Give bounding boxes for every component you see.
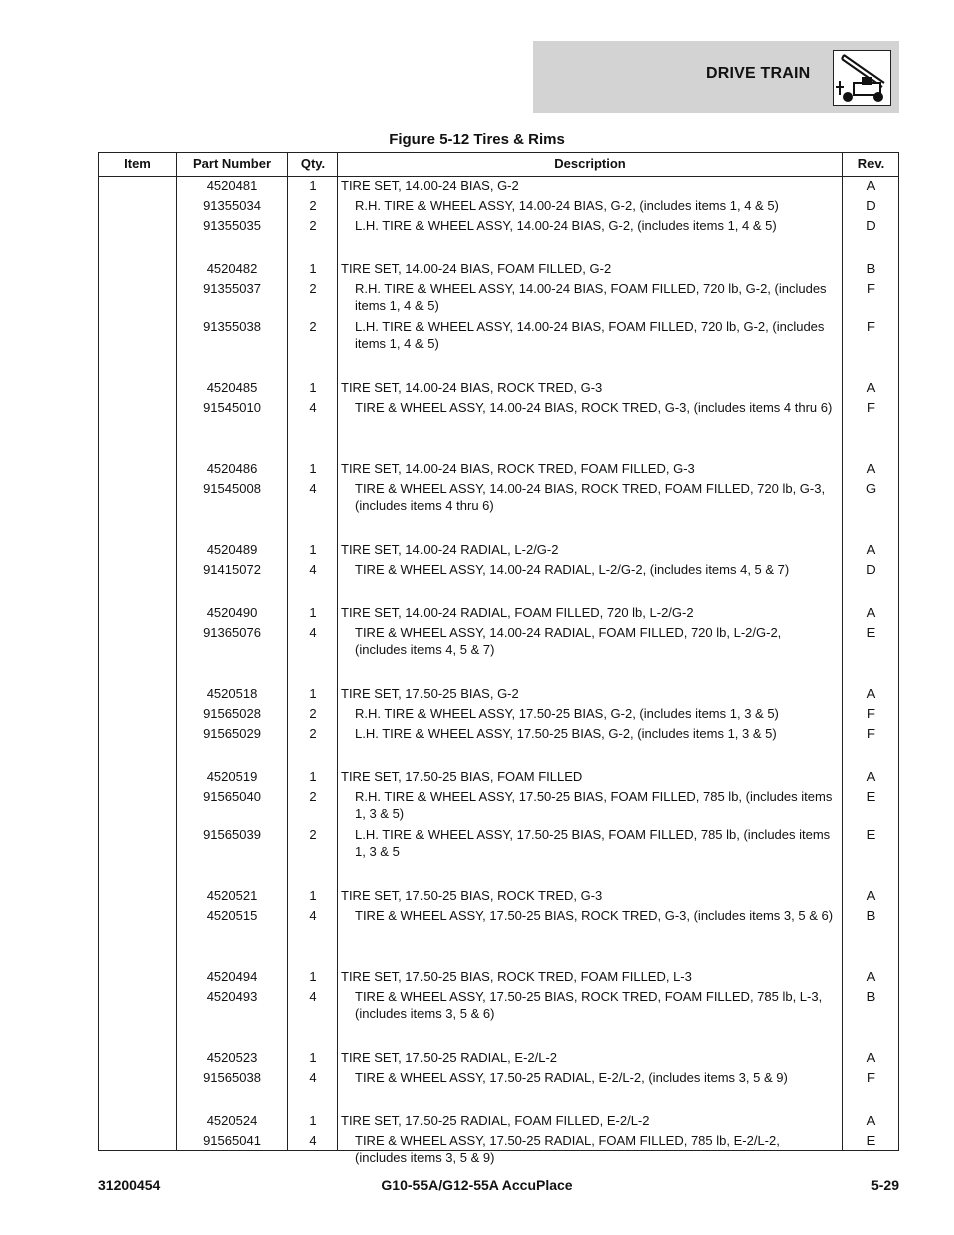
header-part-number: Part Number: [192, 156, 272, 171]
qty-cell: 4: [309, 400, 317, 415]
description-cell: TIRE & WHEEL ASSY, 14.00-24 RADIAL, FOAM FILLED, 720 lb, L-2/G-2, (includes items 4, 5 & 7): [355, 625, 782, 657]
rev-cell: F: [867, 400, 875, 415]
section-title: DRIVE TRAIN: [706, 65, 811, 82]
qty-cell: 1: [309, 769, 317, 784]
table-row: [99, 685, 898, 705]
table-row: [99, 968, 898, 988]
qty-cell: 2: [309, 726, 317, 741]
rev-cell: B: [866, 989, 876, 1004]
rev-cell: B: [866, 261, 876, 276]
table-row: [99, 826, 898, 864]
rev-cell: A: [866, 1113, 876, 1128]
qty-cell: 2: [309, 281, 317, 296]
table-row: [99, 460, 898, 480]
table-row: [99, 788, 898, 826]
part-number-cell: 4520485: [206, 380, 258, 395]
part-number-cell: 4520489: [206, 542, 258, 557]
description-cell: TIRE & WHEEL ASSY, 14.00-24 BIAS, ROCK TRED, G-3, (includes items 4 thru 6): [355, 400, 833, 415]
qty-cell: 2: [309, 218, 317, 233]
rev-cell: A: [866, 178, 876, 193]
part-number-cell: 91565040: [203, 789, 261, 804]
rev-cell: A: [866, 888, 876, 903]
rev-cell: A: [866, 686, 876, 701]
description-cell: TIRE SET, 14.00-24 RADIAL, FOAM FILLED, 720 lb, L-2/G-2: [341, 605, 694, 620]
table-row: [99, 280, 898, 318]
qty-cell: 4: [309, 1070, 317, 1085]
spacer-row: [99, 1089, 898, 1112]
qty-cell: 2: [309, 319, 317, 334]
part-number-cell: 4520515: [206, 908, 258, 923]
description-cell: TIRE & WHEEL ASSY, 14.00-24 RADIAL, L-2/G-2, (includes items 4, 5 & 7): [355, 562, 790, 577]
rev-cell: E: [866, 789, 876, 804]
qty-cell: 4: [309, 625, 317, 640]
header-description: Description: [554, 156, 626, 171]
telehandler-icon: [833, 50, 891, 106]
header-qty: Qty.: [300, 156, 326, 171]
part-number-cell: 91545008: [203, 481, 261, 496]
rev-cell: E: [866, 625, 876, 640]
part-number-cell: 91565029: [203, 726, 261, 741]
qty-cell: 1: [309, 1050, 317, 1065]
description-cell: TIRE SET, 14.00-24 BIAS, ROCK TRED, G-3: [341, 380, 603, 395]
description-cell: TIRE & WHEEL ASSY, 14.00-24 BIAS, ROCK TRED, FOAM FILLED, 720 lb, G-3, (includes items 4 thru 6): [355, 481, 826, 513]
description-cell: TIRE SET, 14.00-24 BIAS, ROCK TRED, FOAM FILLED, G-3: [341, 461, 695, 476]
description-cell: L.H. TIRE & WHEEL ASSY, 14.00-24 BIAS, FOAM FILLED, 720 lb, G-2, (includes items 1, 4 & 5): [355, 319, 825, 351]
spacer-row: [99, 518, 898, 541]
description-cell: TIRE SET, 17.50-25 BIAS, FOAM FILLED: [341, 769, 583, 784]
description-cell: L.H. TIRE & WHEEL ASSY, 17.50-25 BIAS, G-2, (includes items 1, 3 & 5): [355, 726, 777, 741]
description-cell: TIRE & WHEEL ASSY, 17.50-25 BIAS, ROCK TRED, G-3, (includes items 3, 5 & 6): [355, 908, 834, 923]
page-number: 5-29: [870, 1177, 899, 1193]
table-row: [99, 988, 898, 1026]
description-cell: TIRE SET, 17.50-25 BIAS, ROCK TRED, G-3: [341, 888, 603, 903]
table-row: [99, 379, 898, 399]
rev-cell: F: [867, 281, 875, 296]
description-cell: TIRE SET, 17.50-25 RADIAL, FOAM FILLED, E-2/L-2: [341, 1113, 650, 1128]
table-row: [99, 604, 898, 624]
qty-cell: 1: [309, 686, 317, 701]
table-row: [99, 1132, 898, 1170]
part-number-cell: 91355037: [203, 281, 261, 296]
table-row: [99, 907, 898, 945]
spacer-row: [99, 864, 898, 887]
description-cell: TIRE & WHEEL ASSY, 17.50-25 RADIAL, E-2/L-2, (includes items 3, 5 & 9): [355, 1070, 788, 1085]
description-cell: R.H. TIRE & WHEEL ASSY, 14.00-24 BIAS, G-2, (includes items 1, 4 & 5): [355, 198, 779, 213]
qty-cell: 1: [309, 178, 317, 193]
spacer-row: [99, 745, 898, 768]
rev-cell: A: [866, 769, 876, 784]
table-row: [99, 1049, 898, 1069]
model-name: G10-55A/G12-55A AccuPlace: [381, 1177, 573, 1193]
table-row: [99, 217, 898, 237]
spacer-row: [99, 662, 898, 685]
table-row: [99, 399, 898, 437]
spacer-row: [99, 356, 898, 379]
description-cell: TIRE SET, 14.00-24 BIAS, FOAM FILLED, G-2: [341, 261, 612, 276]
table-row: [99, 1112, 898, 1132]
spacer-row: [99, 237, 898, 260]
part-number-cell: 91565038: [203, 1070, 261, 1085]
qty-cell: 4: [309, 908, 317, 923]
table-row: [99, 318, 898, 356]
rev-cell: E: [866, 827, 876, 842]
description-cell: L.H. TIRE & WHEEL ASSY, 14.00-24 BIAS, G-2, (includes items 1, 4 & 5): [355, 218, 777, 233]
part-number-cell: 91355038: [203, 319, 261, 334]
table-row: [99, 887, 898, 907]
rev-cell: D: [866, 198, 876, 213]
rev-cell: A: [866, 605, 876, 620]
table-header: [99, 153, 898, 177]
qty-cell: 2: [309, 706, 317, 721]
part-number-cell: 91415072: [203, 562, 261, 577]
part-number-cell: 4520481: [206, 178, 258, 193]
description-cell: TIRE SET, 14.00-24 RADIAL, L-2/G-2: [341, 542, 559, 557]
table-row: [99, 197, 898, 217]
qty-cell: 2: [309, 827, 317, 842]
description-cell: TIRE SET, 17.50-25 BIAS, ROCK TRED, FOAM FILLED, L-3: [341, 969, 692, 984]
part-number-cell: 4520494: [206, 969, 258, 984]
table-row: [99, 260, 898, 280]
rev-cell: D: [866, 562, 876, 577]
qty-cell: 4: [309, 1133, 317, 1148]
table-row: [99, 725, 898, 745]
description-cell: TIRE SET, 14.00-24 BIAS, G-2: [341, 178, 519, 193]
qty-cell: 1: [309, 261, 317, 276]
qty-cell: 2: [309, 198, 317, 213]
table-row: [99, 541, 898, 561]
spacer-row: [99, 945, 898, 968]
table-row: [99, 480, 898, 518]
part-number-cell: 91565028: [203, 706, 261, 721]
part-number-cell: 91545010: [203, 400, 261, 415]
part-number-cell: 91565041: [203, 1133, 261, 1148]
spacer-row: [99, 1026, 898, 1049]
spacer-row: [99, 581, 898, 604]
part-number-cell: 4520490: [206, 605, 258, 620]
table-row: [99, 624, 898, 662]
rev-cell: A: [866, 1050, 876, 1065]
description-cell: TIRE SET, 17.50-25 BIAS, G-2: [341, 686, 519, 701]
qty-cell: 1: [309, 1113, 317, 1128]
table-row: [99, 177, 898, 197]
qty-cell: 1: [309, 605, 317, 620]
qty-cell: 1: [309, 380, 317, 395]
part-number-cell: 4520521: [206, 888, 258, 903]
part-number-cell: 4520524: [206, 1113, 258, 1128]
rev-cell: F: [867, 726, 875, 741]
doc-number: 31200454: [98, 1177, 161, 1193]
part-number-cell: 4520523: [206, 1050, 258, 1065]
rev-cell: A: [866, 380, 876, 395]
part-number-cell: 4520486: [206, 461, 258, 476]
rev-cell: A: [866, 461, 876, 476]
header-item: Item: [124, 156, 151, 171]
qty-cell: 4: [309, 481, 317, 496]
part-number-cell: 4520518: [206, 686, 258, 701]
part-number-cell: 91355035: [203, 218, 261, 233]
rev-cell: F: [867, 1070, 875, 1085]
header-rev: Rev.: [857, 156, 885, 171]
qty-cell: 1: [309, 461, 317, 476]
rev-cell: D: [866, 218, 876, 233]
rev-cell: F: [867, 706, 875, 721]
qty-cell: 4: [309, 562, 317, 577]
description-cell: R.H. TIRE & WHEEL ASSY, 17.50-25 BIAS, FOAM FILLED, 785 lb, (includes items 1, 3 & 5): [355, 789, 833, 821]
figure-title: Figure 5-12 Tires & Rims: [389, 131, 565, 148]
table-body: [99, 177, 898, 1170]
qty-cell: 2: [309, 789, 317, 804]
description-cell: L.H. TIRE & WHEEL ASSY, 17.50-25 BIAS, FOAM FILLED, 785 lb, (includes items 1, 3 & 5: [355, 827, 831, 859]
part-number-cell: 4520493: [206, 989, 258, 1004]
description-cell: TIRE & WHEEL ASSY, 17.50-25 RADIAL, FOAM FILLED, 785 lb, E-2/L-2, (includes items 3, 5 & 9): [355, 1133, 780, 1165]
rev-cell: F: [867, 319, 875, 334]
part-number-cell: 91355034: [203, 198, 261, 213]
table-row: [99, 561, 898, 581]
parts-table: [98, 152, 899, 1165]
rev-cell: A: [866, 542, 876, 557]
rev-cell: G: [865, 481, 877, 496]
description-cell: R.H. TIRE & WHEEL ASSY, 14.00-24 BIAS, FOAM FILLED, 720 lb, G-2, (includes items 1, 4 & 5): [355, 281, 827, 313]
qty-cell: 4: [309, 989, 317, 1004]
table-row: [99, 1069, 898, 1089]
qty-cell: 1: [309, 542, 317, 557]
spacer-row: [99, 437, 898, 460]
table-row: [99, 705, 898, 725]
qty-cell: 1: [309, 969, 317, 984]
part-number-cell: 91365076: [203, 625, 261, 640]
part-number-cell: 4520482: [206, 261, 258, 276]
part-number-cell: 91565039: [203, 827, 261, 842]
description-cell: TIRE SET, 17.50-25 RADIAL, E-2/L-2: [341, 1050, 558, 1065]
qty-cell: 1: [309, 888, 317, 903]
rev-cell: B: [866, 908, 876, 923]
rev-cell: A: [866, 969, 876, 984]
part-number-cell: 4520519: [206, 769, 258, 784]
table-row: [99, 768, 898, 788]
description-cell: TIRE & WHEEL ASSY, 17.50-25 BIAS, ROCK TRED, FOAM FILLED, 785 lb, L-3, (includes items 3, 5 & 6): [355, 989, 823, 1021]
rev-cell: E: [866, 1133, 876, 1148]
description-cell: R.H. TIRE & WHEEL ASSY, 17.50-25 BIAS, G-2, (includes items 1, 3 & 5): [355, 706, 779, 721]
